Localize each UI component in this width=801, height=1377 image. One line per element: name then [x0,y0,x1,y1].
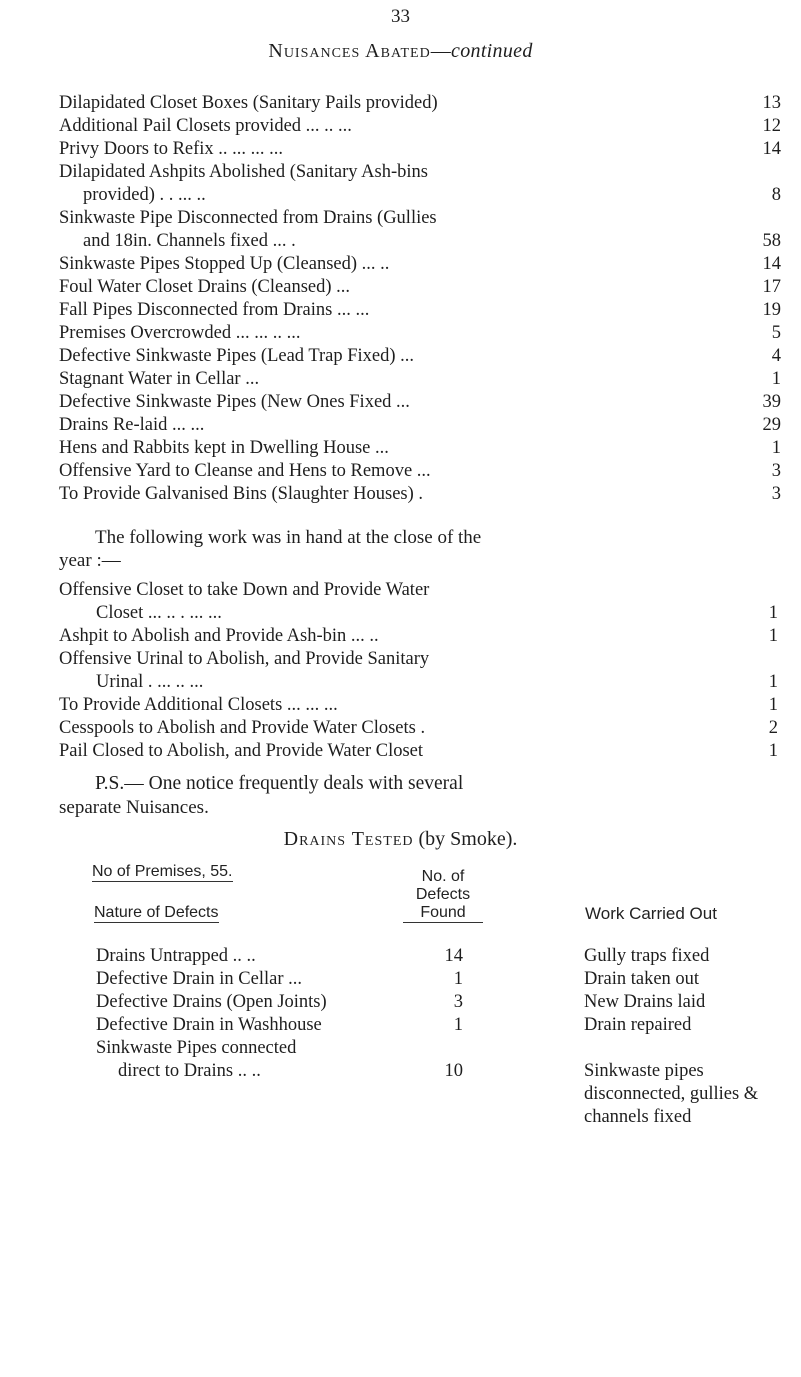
item-label: and 18in. Channels fixed ... . [83,231,296,251]
item-label: Fall Pipes Disconnected from Drains ... ... [59,300,370,320]
item-count: 1 [768,695,778,715]
list-item [0,480,801,508]
item-label: Dilapidated Ashpits Abolished (Sanitary Ash-bins [59,162,428,182]
table-cell-work: Sinkwaste pipes disconnected, gullies & channels fixed [584,1061,759,1127]
item-label: Drains Re-laid ... ... [59,415,205,435]
item-label: Hens and Rabbits kept in Dwelling House ... [59,438,389,458]
item-count: 17 [762,277,781,297]
ps-note: P.S.— One notice frequently deals with several [95,773,464,794]
item-label: Offensive Urinal to Abolish, and Provide Sanitary [59,649,430,669]
item-label: Closet ... .. . ... ... [96,603,222,623]
page-number: 33 [391,6,410,27]
item-label: Urinal . ... .. ... [96,672,204,692]
drains-title: Drains Tested [283,828,414,850]
ps-note-cont: separate Nuisances. [59,797,209,818]
heading-continued: continued [451,40,533,62]
item-count: 1 [768,672,778,692]
table-cell-nature: Defective Drains (Open Joints) [96,992,327,1012]
table-cell-found: 1 [453,1015,463,1035]
item-count: 13 [762,93,781,113]
item-label: Stagnant Water in Cellar ... [59,369,260,389]
item-label: Additional Pail Closets provided ... .. ... [59,116,352,136]
list-item [0,737,801,765]
item-count: 3 [771,484,781,504]
col-found-line1: No. of [421,868,465,885]
item-label: To Provide Galvanised Bins (Slaughter Houses) . [59,484,424,504]
table-cell-found: 14 [444,946,463,966]
item-label: Offensive Yard to Cleanse and Hens to Remove ... [59,461,431,481]
item-label: Defective Sinkwaste Pipes (Lead Trap Fixed) ... [59,346,415,366]
in-hand-intro: The following work was in hand at the close of the [95,527,482,548]
heading-title: Nuisances Abated [268,40,431,62]
item-count: 1 [771,369,781,389]
item-count: 1 [771,438,781,458]
section-heading [0,40,801,63]
premises-count: No of Premises, 55. [92,863,233,880]
item-label: provided) . . ... .. [83,185,206,205]
item-count: 1 [768,603,778,623]
item-label: Dilapidated Closet Boxes (Sanitary Pails provided) [59,93,438,113]
item-label: Offensive Closet to take Down and Provide Water [59,580,430,600]
col-nature-header: Nature of Defects [94,904,219,921]
col-found-line2: Defects [415,886,471,903]
item-label: Sinkwaste Pipes Stopped Up (Cleansed) ... .. [59,254,390,274]
table-cell-found: 10 [444,1061,463,1081]
table-cell-work: Drain taken out [584,969,700,989]
item-label: Privy Doors to Refix .. ... ... ... [59,139,284,159]
item-label: Ashpit to Abolish and Provide Ash-bin ... .. [59,626,379,646]
item-count: 4 [771,346,781,366]
item-count: 5 [771,323,781,343]
item-count: 14 [762,254,781,274]
table-cell-nature: direct to Drains .. .. [118,1061,261,1081]
in-hand-intro-cont: year :— [59,550,121,571]
item-label: Defective Sinkwaste Pipes (New Ones Fixed ... [59,392,410,412]
item-label: Premises Overcrowded ... ... .. ... [59,323,301,343]
table-cell-nature: Drains Untrapped .. .. [96,946,256,966]
drains-heading [0,828,801,851]
item-count: 29 [762,415,781,435]
heading-dash: — [430,40,452,62]
item-label: Cesspools to Abolish and Provide Water Closets . [59,718,426,738]
item-label: Pail Closed to Abolish, and Provide Water Closet [59,741,424,761]
table-cell-nature: Defective Drain in Washhouse [96,1015,322,1035]
table-cell-work: Gully traps fixed [584,946,710,966]
table-cell-nature: Sinkwaste Pipes connected [96,1038,297,1058]
item-count: 3 [771,461,781,481]
item-label: To Provide Additional Closets ... ... ... [59,695,338,715]
item-count: 39 [762,392,781,412]
item-count: 2 [768,718,778,738]
item-label: Sinkwaste Pipe Disconnected from Drains (Gullies [59,208,437,228]
item-count: 12 [762,116,781,136]
item-label: Foul Water Closet Drains (Cleansed) ... [59,277,351,297]
col-work-header: Work Carried Out [585,904,717,923]
item-count: 58 [762,231,781,251]
drains-title-rest: (by Smoke). [418,828,518,850]
table-cell-nature: Defective Drain in Cellar ... [96,969,302,989]
item-count: 19 [762,300,781,320]
table-cell-work: New Drains laid [584,992,706,1012]
item-count: 8 [771,185,781,205]
table-cell-work: Drain repaired [584,1015,692,1035]
item-count: 14 [762,139,781,159]
table-cell-found: 3 [453,992,463,1012]
item-count: 1 [768,741,778,761]
table-cell-found: 1 [453,969,463,989]
col-found-line3: Found [403,904,483,923]
item-count: 1 [768,626,778,646]
